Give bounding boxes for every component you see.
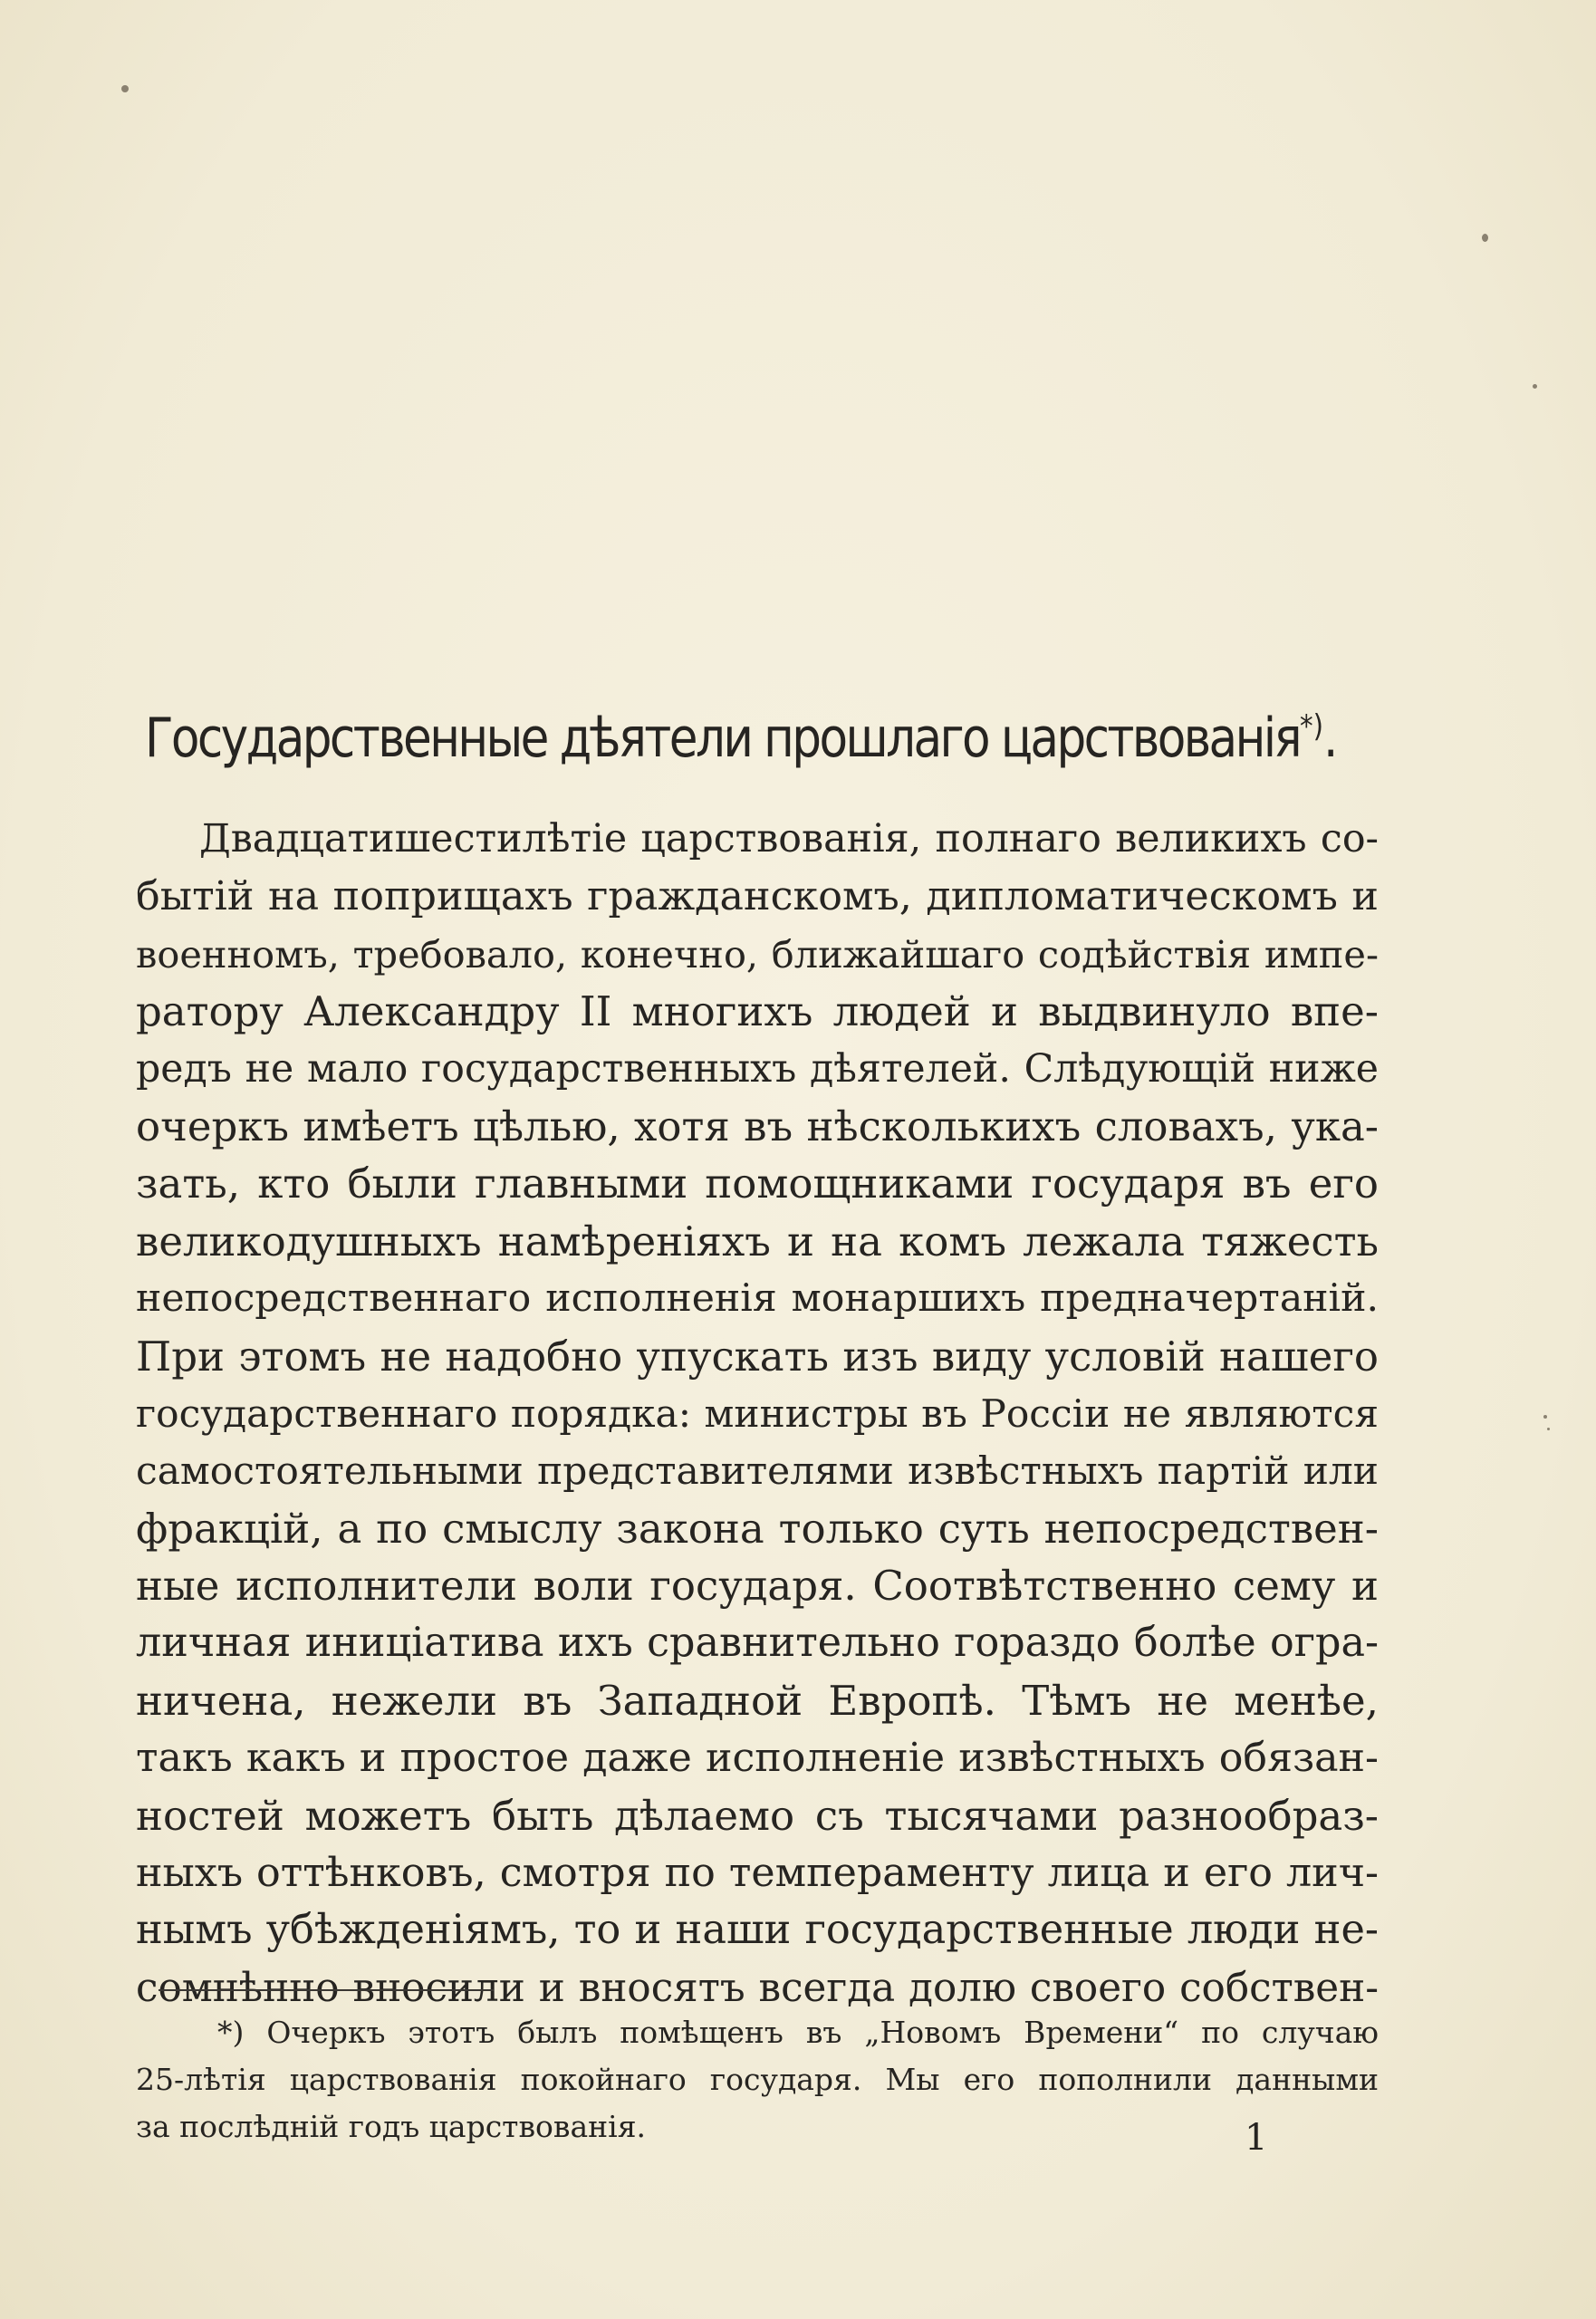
text-line: бытій на поприщахъ гражданскомъ, дипломатическомъ и <box>136 873 1379 920</box>
footnote-line: *) Очеркъ этотъ былъ помѣщенъ въ „Новомъ Времени“ по случаю <box>217 2015 1379 2050</box>
paper-speck <box>121 85 129 92</box>
text-line: военномъ, требовало, конечно, ближайшаго содѣйствія импе- <box>136 931 1379 977</box>
text-line: зать, кто были главными помощниками государя въ его <box>136 1160 1379 1208</box>
text-line: самостоятельными представителями извѣстныхъ партій или <box>136 1448 1379 1494</box>
text-line: непосредственнаго исполненія монаршихъ предначертаній. <box>136 1276 1379 1322</box>
text-line: ностей можетъ быть дѣлаемо съ тысячами разнообраз- <box>136 1791 1379 1840</box>
footnote-divider <box>159 1989 494 1991</box>
text-line: великодушныхъ намѣреніяхъ и на комъ лежала тяжесть <box>136 1217 1379 1265</box>
chapter-title <box>145 707 1336 771</box>
text-line: такъ какъ и простое даже исполненіе извѣстныхъ обязан- <box>136 1735 1379 1782</box>
paper-speck <box>1533 384 1537 389</box>
paper-speck <box>1547 1428 1550 1430</box>
text-line: очеркъ имѣетъ цѣлью, хотя въ нѣсколькихъ словахъ, ука- <box>136 1102 1379 1150</box>
chapter-title-text: Государственные дѣятели прошлаго царствованія <box>145 707 1300 771</box>
paper-speck <box>1543 1415 1547 1419</box>
footnote-line: 25-лѣтія царствованія покойнаго государя. Мы его пополнили данными <box>136 2062 1379 2097</box>
title-end: . <box>1322 707 1336 771</box>
text-line: ничена, нежели въ Западной Европѣ. Тѣмъ не менѣе, <box>136 1676 1379 1725</box>
text-line: сомнѣнно вносили и вносятъ всегда долю своего собствен- <box>136 1964 1379 2011</box>
paper-speck <box>1482 234 1488 242</box>
text-line: личная иниціатива ихъ сравнительно гораздо болѣе огра- <box>136 1620 1379 1667</box>
footnote-line: за послѣдній годъ царствованія. <box>136 2109 646 2144</box>
title-footnote-mark: *) <box>1299 708 1323 746</box>
page-number: 1 <box>1245 2117 1268 2159</box>
footnote <box>136 2009 1379 2151</box>
text-line: ныхъ оттѣнковъ, смотря по темпераменту лица и его лич- <box>136 1850 1379 1897</box>
text-line: При этомъ не надобно упускать изъ виду условій нашего <box>136 1332 1379 1381</box>
text-line: редъ не мало государственныхъ дѣятелей. Слѣдующій ниже <box>136 1045 1379 1092</box>
text-line: ратору Александру II многихъ людей и выдвинуло впе- <box>136 987 1379 1036</box>
text-line: Двадцатишестилѣтіе царствованія, полнаго великихъ со- <box>199 816 1379 861</box>
text-line: нымъ убѣжденіямъ, то и наши государственные люди не- <box>136 1906 1379 1954</box>
text-line: фракцій, а по смыслу закона только суть непосредствен- <box>136 1504 1379 1553</box>
text-line: государственнаго порядка: министры въ Россіи не являются <box>136 1390 1379 1436</box>
text-line: ные исполнители воли государя. Соотвѣтственно сему и <box>136 1562 1379 1611</box>
body-paragraph <box>136 811 1379 2016</box>
